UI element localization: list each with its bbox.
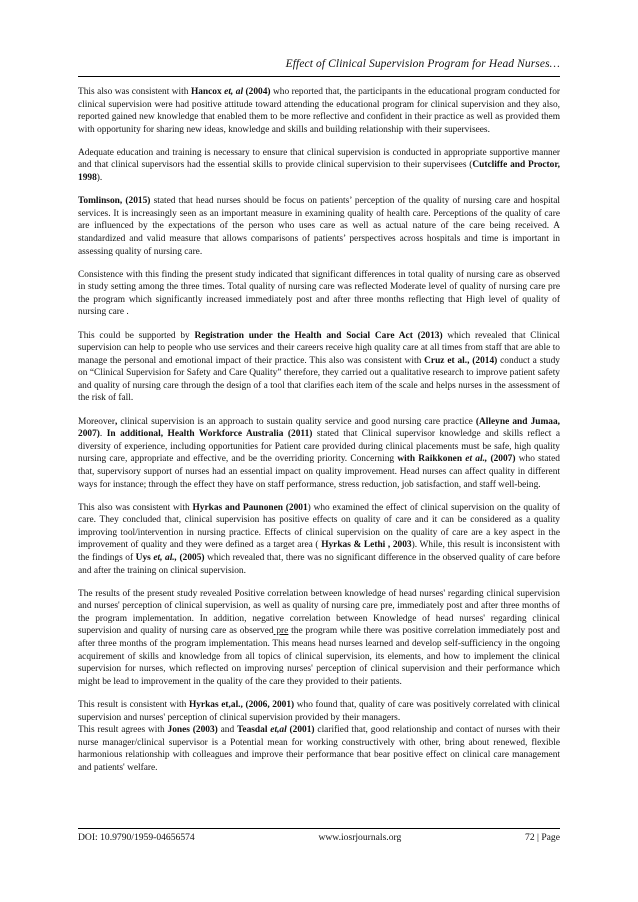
paragraph-3	[78, 195, 560, 258]
citation: Cutcliffe and Proctor, 1998	[78, 160, 560, 184]
header-divider	[78, 76, 560, 77]
citation-year: (2005)	[177, 553, 205, 563]
text: the program while there was positive correlation immediately post and after three months of the program implementation. This means head nurses learned and develop self-sufficiency in the ongoing acquirement of skills and knowledge from all topics of clinical supervision, its elements, and how to implement the clinical supervision for nurses, which reflected on improving nurses' perception of clinical supervision and their performance which might be lead to improvement in the quality of the care they provided to their patients.	[78, 626, 560, 687]
text: ). While, this result is inconsistent with the findings of	[78, 540, 560, 563]
text: who found that, quality of care was positively correlated with clinical supervision and nurses' perception of clinical supervision provided by their managers.	[78, 699, 560, 723]
paragraph-4	[78, 269, 560, 319]
text: ) who examined the effect of clinical supervision on the quality of care. They concluded that, clinical supervision has positive effects on quality of care and it can be considered as a quality improving tool/intervention in nursing practice. Effects of clinical supervision on the quality of care are a key aspect in the improvement of quality and they were defined as a target area (	[78, 502, 561, 551]
paragraph-7	[78, 502, 560, 578]
paragraph-5	[78, 330, 560, 406]
text: stated that Clinical supervisor knowledge and skills reflect a diversity of experience, including opportunities for Patient care provided during clinical placements must be safe, high quality nursing care, appropriate and effective, and be the overriding priority. Concerning	[78, 429, 561, 465]
citation-year: (2007)	[487, 454, 516, 465]
paragraph-9	[78, 699, 560, 724]
text: This could be supported by	[78, 330, 195, 341]
text: clarified that, good relationship and contact of nurses with their nurse manager/clinical supervisor is a Potential mean for working constructively with other, bring about renewed, flexible harmonious relationship with colleagues and improve their performance that bear positive effect on clinical care management and patients' welfare.	[78, 725, 560, 773]
citation: In additional, Health Workforce Australia (2011)	[106, 429, 313, 440]
citation: Hyrkas and Paunonen (2001	[192, 502, 308, 513]
text: .	[99, 429, 107, 440]
text: stated that head nurses should be focus on patients’ perception of the quality of nursing care and hospital services. It is increasingly seen as an important measure in examining quality of health care. Perceptions of the quality of care are influenced by the expectations of the person who uses care as well as actual nature of the care being received. A standardized and valid measure that allows comparisons of patients’ perspectives across hospitals and time is important in assessing quality of nursing care.	[78, 196, 560, 257]
paragraph-1	[78, 86, 560, 136]
text: This also was consistent with	[78, 87, 191, 97]
text: which revealed that, there was no significant difference in the observed quality of care before and after the training on clinical supervision.	[78, 553, 561, 576]
paragraph-6	[78, 416, 560, 492]
paragraph-8	[78, 588, 560, 689]
citation: Jones (2003)	[167, 725, 218, 736]
citation-year: (2001)	[286, 725, 315, 736]
text: ).	[96, 173, 103, 184]
citation: Hancox	[190, 87, 225, 97]
citation: (Alleyne and Jumaa, 2007)	[78, 416, 561, 440]
paragraph-10	[78, 724, 560, 774]
text: Adequate education and training is necessary to ensure that clinical supervision is conducted in appropriate supportive manner and that clinical supervisors had the essential skills to provide clinical supervision to their supervisees (	[78, 147, 560, 171]
text: clinical supervision is an approach to sustain quality service and good nursing care practice	[117, 416, 476, 427]
text: who reported that, the participants in the educational program conducted for clinical supervision were had positive attitude toward attending the educational program for clinical supervision and they also, reported gained new knowledge that enabled them to be more reflective and confident in their practice as well as provided them with opportunity for sharing new ideas, knowledge and skills and building relationship with their supervisees.	[78, 87, 560, 135]
underlined-text: pre	[273, 626, 289, 637]
citation: Hyrkas et,al., (2006, 2001)	[188, 699, 295, 710]
citation-etal: et, al.,	[153, 553, 177, 563]
text: Consistence with this finding the present study indicated that significant differences in total quality of nursing care as observed in study setting among the three times. Total quality of nursing care was reflected Moderate level of quality of nursing care pre the program which significantly increased immediately post and after three months reflecting that High level of quality of nursing care .	[78, 269, 560, 318]
citation: with Raikkonen	[397, 454, 466, 465]
text: and	[217, 725, 238, 736]
text: This result is consistent with	[78, 699, 189, 710]
citation-etal: et al.,	[465, 454, 488, 465]
text: The results of the present study revealed Positive correlation between knowledge of head nurses' regarding clinical supervision and nurses' perception of clinical supervision, as well as quality of nursing care pre, immediately post and after three months of the program implementation. In addition, negative correlation between Knowledge of head nurses' regarding clinical supervision and quality of nursing care as observed	[78, 588, 560, 637]
footer-divider	[78, 828, 560, 829]
citation: Uys	[135, 553, 154, 563]
text: ,	[114, 416, 118, 427]
page-footer	[78, 832, 560, 843]
citation: Teasdal	[237, 725, 271, 736]
citation: Cruz et al., (2014)	[424, 355, 498, 366]
citation: Hyrkas & Lethi , 2003	[321, 540, 412, 551]
text: which revealed that Clinical supervision can help to people who use services and their careers receive high quality care at all times from staff that are able to manage the personal and emotional impact of their practice. This also was consistent with	[78, 330, 560, 366]
running-header: Effect of Clinical Supervision Program for Head Nurses…	[285, 58, 560, 70]
paragraph-2	[78, 147, 560, 185]
text: Moreover	[78, 416, 115, 427]
text: This result agrees with	[78, 725, 168, 736]
citation-etal: et,al	[270, 725, 287, 736]
article-body	[78, 86, 560, 775]
text: conduct a study on “Clinical Supervision for Safety and Care Quality” therefore, they carried out a qualitative research to improve patient safety and quality of nursing care through the design of a tool that clarifies each item of the scale and helps nurses in the assessment of the risk of fall.	[78, 355, 560, 404]
citation-year: (2004)	[243, 87, 271, 97]
text: who stated that, supervisory support of nurses had an essential impact on quality improvement. Head nurses can affect quality in different ways for instance; through the effect they have on staff performance, stress reduction, job satisfaction, and staff well-being.	[78, 454, 560, 490]
page-number: 72 | Page	[525, 832, 560, 843]
journal-site-text: www.iosrjournals.org	[318, 832, 402, 843]
citation: Registration under the Health and Social Care Act (2013)	[194, 330, 443, 341]
text: This also was consistent with	[78, 502, 193, 513]
doi-text: DOI: 10.9790/1959-04656574	[78, 832, 195, 843]
citation-etal: et, al	[224, 87, 244, 97]
citation: Tomlinson, (2015)	[78, 196, 151, 207]
